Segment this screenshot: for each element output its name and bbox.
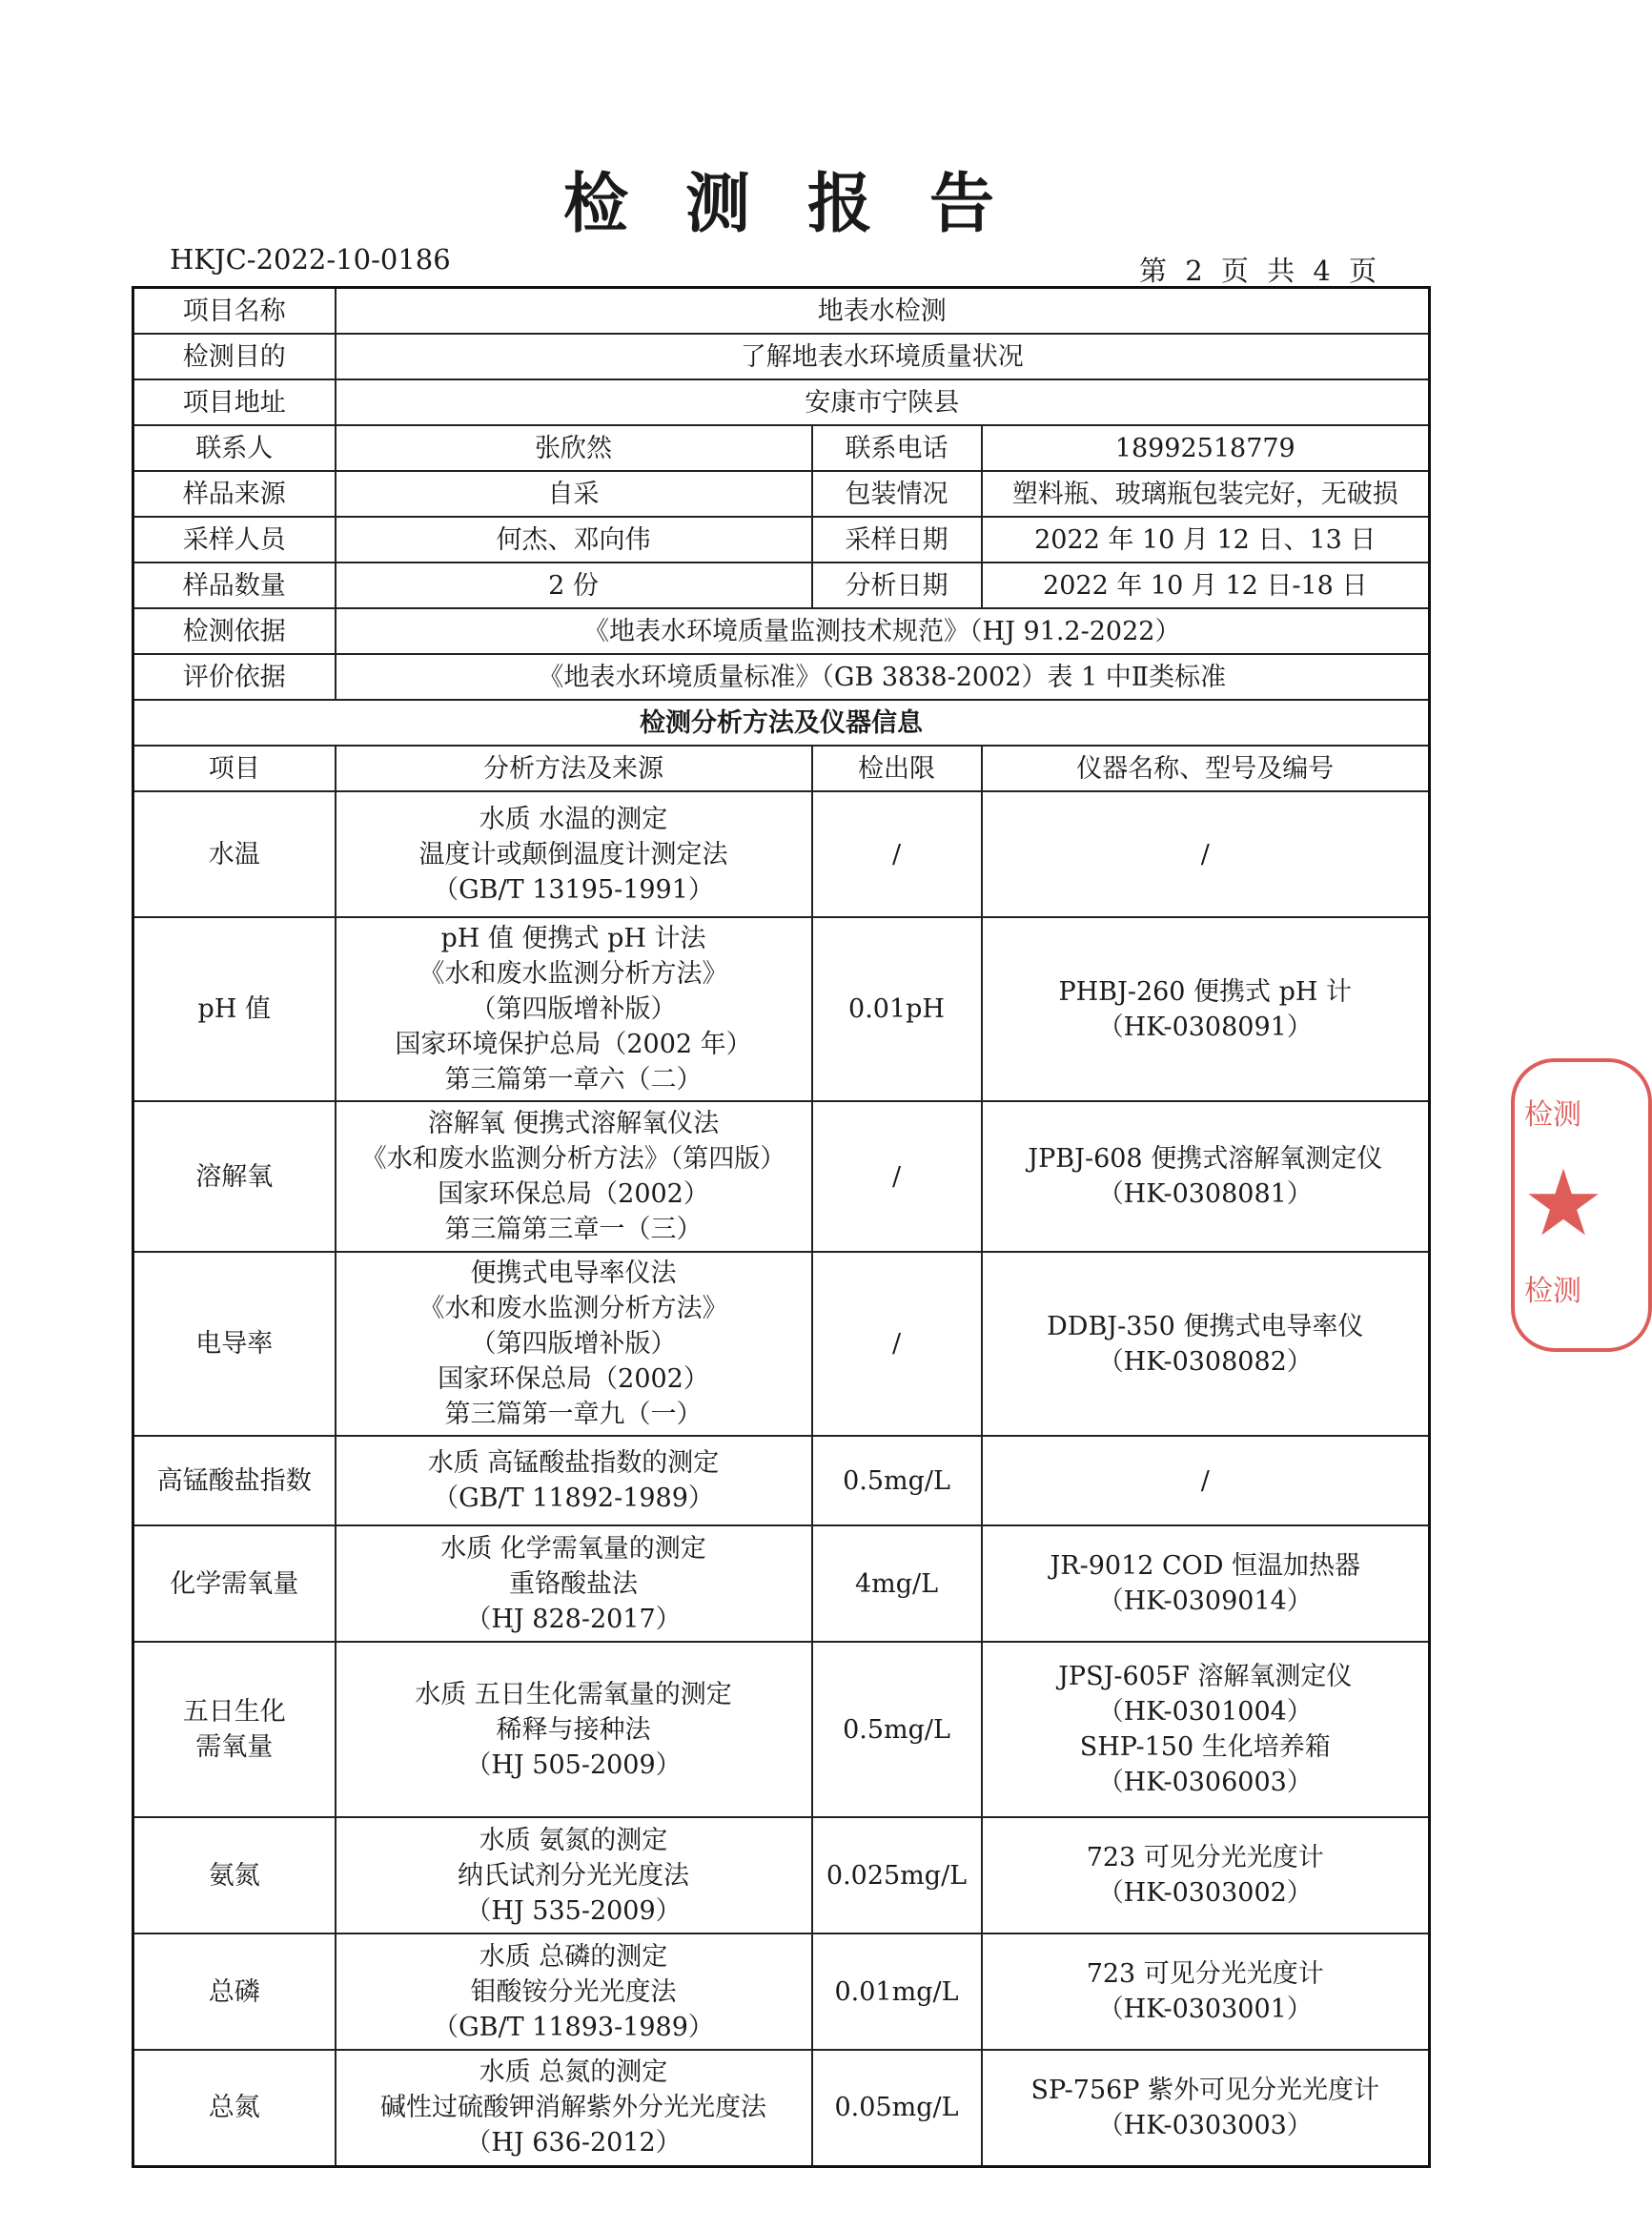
eval-label: 评价依据 bbox=[133, 654, 336, 700]
source-label: 样品来源 bbox=[133, 471, 336, 517]
method-source-cell bbox=[336, 1817, 812, 1933]
method-source-cell bbox=[336, 1252, 812, 1436]
method-instrument-line: DDBJ-350 便携式电导率仪 bbox=[1047, 1311, 1364, 1341]
method-source-line: 国家环保总局（2002） bbox=[438, 1179, 709, 1209]
method-row bbox=[133, 2050, 1430, 2166]
phone-value: 18992518779 bbox=[982, 425, 1430, 471]
header-method: 分析方法及来源 bbox=[336, 746, 812, 791]
header-instrument: 仪器名称、型号及编号 bbox=[982, 746, 1430, 791]
method-source-line: 水质 高锰酸盐指数的测定 bbox=[427, 1448, 720, 1478]
method-source-cell bbox=[336, 1933, 812, 2050]
contact-label: 联系人 bbox=[133, 425, 336, 471]
row-eval bbox=[133, 654, 1430, 700]
section-title: 检测分析方法及仪器信息 bbox=[133, 700, 1430, 746]
method-source-line: 重铬酸盐法 bbox=[509, 1568, 638, 1599]
method-row bbox=[133, 1436, 1430, 1525]
method-instrument-line: （HK-0309014） bbox=[1097, 1586, 1313, 1616]
report-title: 检测报告 bbox=[562, 167, 1051, 242]
source-value: 自采 bbox=[336, 471, 812, 517]
method-source-cell bbox=[336, 1101, 812, 1252]
method-row bbox=[133, 1101, 1430, 1252]
sampling-date-label: 采样日期 bbox=[812, 517, 982, 563]
method-item-line: 总氮 bbox=[208, 2093, 260, 2123]
row-sampler bbox=[133, 517, 1430, 563]
method-item-cell bbox=[133, 1817, 336, 1933]
method-source-line: 水质 水温的测定 bbox=[479, 804, 668, 834]
method-item-line: 高锰酸盐指数 bbox=[156, 1465, 312, 1496]
method-limit-cell: 0.05mg/L bbox=[812, 2050, 982, 2166]
method-item-line: pH 值 bbox=[197, 994, 271, 1024]
basis-label: 检测依据 bbox=[133, 608, 336, 654]
purpose-label: 检测目的 bbox=[133, 334, 336, 379]
method-source-line: 纳氏试剂分光光度法 bbox=[458, 1860, 689, 1891]
method-item-cell bbox=[133, 917, 336, 1101]
method-instrument-line: / bbox=[1200, 1465, 1210, 1496]
method-item-cell bbox=[133, 1436, 336, 1525]
method-row bbox=[133, 791, 1430, 917]
method-instrument-line: 723 可见分光光度计 bbox=[1086, 1843, 1324, 1872]
method-source-cell bbox=[336, 2050, 812, 2166]
quantity-label: 样品数量 bbox=[133, 563, 336, 608]
page-info: 第 2 页 共 4 页 bbox=[1139, 255, 1378, 287]
method-item-cell bbox=[133, 1642, 336, 1817]
method-source-line: （HJ 535-2009） bbox=[465, 1895, 682, 1926]
method-instrument-cell bbox=[982, 1252, 1430, 1436]
analysis-date-value: 2022 年 10 月 12 日-18 日 bbox=[982, 563, 1430, 608]
method-item-line: 水温 bbox=[208, 839, 260, 869]
method-instrument-cell bbox=[982, 1525, 1430, 1642]
project-name-label: 项目名称 bbox=[133, 288, 336, 335]
method-instrument-line: （HK-0303003） bbox=[1097, 2110, 1313, 2140]
method-source-line: 《水和废水监测分析方法》 bbox=[418, 959, 728, 989]
method-item-cell bbox=[133, 1933, 336, 2050]
method-instrument-cell bbox=[982, 1101, 1430, 1252]
method-limit-cell: 0.5mg/L bbox=[812, 1436, 982, 1525]
packing-value: 塑料瓶、玻璃瓶包装完好，无破损 bbox=[982, 471, 1430, 517]
method-rows bbox=[133, 791, 1430, 2166]
row-method-headers bbox=[133, 746, 1430, 791]
method-limit-cell: 0.01mg/L bbox=[812, 1933, 982, 2050]
method-source-line: 水质 氨氮的测定 bbox=[479, 1825, 668, 1855]
method-source-line: 水质 五日生化需氧量的测定 bbox=[415, 1679, 732, 1709]
row-basis bbox=[133, 608, 1430, 654]
method-instrument-line: （HK-0308082） bbox=[1097, 1346, 1313, 1377]
method-instrument-line: （HK-0301004） bbox=[1097, 1697, 1313, 1727]
method-source-line: pH 值 便携式 pH 计法 bbox=[440, 924, 706, 953]
seal-text-top: 检测 bbox=[1524, 1098, 1581, 1132]
project-name-value: 地表水检测 bbox=[336, 288, 1430, 335]
method-source-line: 水质 总氮的测定 bbox=[479, 2057, 668, 2088]
method-instrument-line: （HK-0303001） bbox=[1097, 1995, 1313, 2024]
method-source-line: 溶解氧 便携式溶解氧仪法 bbox=[427, 1109, 720, 1138]
method-instrument-line: SP-756P 紫外可见分光光度计 bbox=[1030, 2075, 1380, 2105]
method-instrument-line: 723 可见分光光度计 bbox=[1086, 1959, 1324, 1989]
report-table-container bbox=[132, 286, 1428, 2168]
method-item-line: 总磷 bbox=[208, 1976, 260, 2007]
method-instrument-cell bbox=[982, 2050, 1430, 2166]
method-source-line: （HJ 505-2009） bbox=[465, 1749, 682, 1780]
sampling-date-value: 2022 年 10 月 12 日、13 日 bbox=[982, 517, 1430, 563]
method-source-line: （GB/T 11893-1989） bbox=[433, 2012, 714, 2042]
report-table bbox=[132, 286, 1431, 2168]
method-row bbox=[133, 1933, 1430, 2050]
address-label: 项目地址 bbox=[133, 379, 336, 425]
header-item: 项目 bbox=[133, 746, 336, 791]
seal-text-bottom: 检测 bbox=[1524, 1275, 1581, 1308]
method-instrument-line: （HK-0308091） bbox=[1097, 1012, 1313, 1042]
method-instrument-line: PHBJ-260 便携式 pH 计 bbox=[1058, 976, 1353, 1007]
method-item-cell bbox=[133, 1252, 336, 1436]
method-instrument-line: （HK-0306003） bbox=[1097, 1768, 1313, 1797]
method-source-line: 便携式电导率仪法 bbox=[470, 1258, 677, 1288]
method-instrument-cell bbox=[982, 1642, 1430, 1817]
method-source-line: 碱性过硫酸钾消解紫外分光光度法 bbox=[380, 2093, 766, 2123]
method-row bbox=[133, 1642, 1430, 1817]
method-instrument-line: JPBJ-608 便携式溶解氧测定仪 bbox=[1028, 1144, 1383, 1174]
row-address bbox=[133, 379, 1430, 425]
method-source-line: 第三篇第一章九（一） bbox=[444, 1400, 703, 1429]
method-source-line: 第三篇第一章六（二） bbox=[444, 1065, 703, 1095]
method-row bbox=[133, 1252, 1430, 1436]
row-project-name bbox=[133, 288, 1430, 335]
method-item-line: 化学需氧量 bbox=[170, 1568, 299, 1599]
method-source-line: 水质 化学需氧量的测定 bbox=[440, 1533, 706, 1564]
method-source-line: （GB/T 13195-1991） bbox=[433, 874, 714, 905]
report-number: HKJC-2022-10-0186 bbox=[170, 243, 451, 276]
method-instrument-line: （HK-0308081） bbox=[1097, 1179, 1313, 1209]
method-row bbox=[133, 1817, 1430, 1933]
method-source-line: 钼酸铵分光光度法 bbox=[470, 1976, 677, 2007]
method-source-line: 水质 总磷的测定 bbox=[479, 1941, 668, 1972]
method-item-cell bbox=[133, 1525, 336, 1642]
address-value: 安康市宁陕县 bbox=[336, 379, 1430, 425]
method-source-line: 第三篇第三章一（三） bbox=[444, 1215, 703, 1244]
method-instrument-line: / bbox=[1200, 839, 1210, 869]
method-item-line: 氨氮 bbox=[208, 1860, 260, 1891]
method-source-line: 稀释与接种法 bbox=[496, 1714, 651, 1745]
basis-value: 《地表水环境质量监测技术规范》（HJ 91.2-2022） bbox=[336, 608, 1430, 654]
method-limit-cell: 4mg/L bbox=[812, 1525, 982, 1642]
method-source-line: （HJ 636-2012） bbox=[465, 2128, 682, 2158]
method-source-line: 《水和废水监测分析方法》（第四版） bbox=[360, 1144, 786, 1174]
seal-stamp bbox=[1511, 1058, 1652, 1352]
method-source-cell bbox=[336, 1525, 812, 1642]
method-instrument-cell bbox=[982, 1817, 1430, 1933]
method-source-cell bbox=[336, 1642, 812, 1817]
row-quantity bbox=[133, 563, 1430, 608]
method-limit-cell: / bbox=[812, 791, 982, 917]
method-source-line: 温度计或颠倒温度计测定法 bbox=[418, 839, 728, 869]
sampler-value: 何杰、邓向伟 bbox=[336, 517, 812, 563]
method-source-line: （HJ 828-2017） bbox=[465, 1604, 682, 1634]
method-source-line: （第四版增补版） bbox=[470, 994, 677, 1024]
method-source-cell bbox=[336, 1436, 812, 1525]
method-instrument-cell bbox=[982, 791, 1430, 917]
method-source-line: 国家环境保护总局（2002 年） bbox=[395, 1030, 752, 1059]
phone-label: 联系电话 bbox=[812, 425, 982, 471]
star-icon: ★ bbox=[1522, 1150, 1605, 1257]
method-limit-cell: 0.025mg/L bbox=[812, 1817, 982, 1933]
method-item-cell bbox=[133, 791, 336, 917]
row-section-title bbox=[133, 700, 1430, 746]
method-item-line: 溶解氧 bbox=[195, 1161, 274, 1192]
row-purpose bbox=[133, 334, 1430, 379]
method-source-line: （GB/T 11892-1989） bbox=[433, 1483, 714, 1513]
method-source-cell bbox=[336, 917, 812, 1101]
method-instrument-cell bbox=[982, 1436, 1430, 1525]
analysis-date-label: 分析日期 bbox=[812, 563, 982, 608]
method-item-cell bbox=[133, 2050, 336, 2166]
method-instrument-line: JR-9012 COD 恒温加热器 bbox=[1050, 1551, 1361, 1581]
method-instrument-cell bbox=[982, 917, 1430, 1101]
method-source-cell bbox=[336, 791, 812, 917]
row-contact bbox=[133, 425, 1430, 471]
eval-value: 《地表水环境质量标准》（GB 3838-2002）表 1 中Ⅱ类标准 bbox=[336, 654, 1430, 700]
quantity-value: 2 份 bbox=[336, 563, 812, 608]
contact-value: 张欣然 bbox=[336, 425, 812, 471]
method-instrument-line: SHP-150 生化培养箱 bbox=[1079, 1732, 1331, 1762]
method-row bbox=[133, 917, 1430, 1101]
sampler-label: 采样人员 bbox=[133, 517, 336, 563]
row-source bbox=[133, 471, 1430, 517]
method-instrument-line: （HK-0303002） bbox=[1097, 1878, 1313, 1908]
method-row bbox=[133, 1525, 1430, 1642]
method-item-line: 需氧量 bbox=[195, 1732, 274, 1762]
method-item-line: 五日生化 bbox=[182, 1697, 286, 1727]
header-limit: 检出限 bbox=[812, 746, 982, 791]
method-limit-cell: 0.01pH bbox=[812, 917, 982, 1101]
packing-label: 包装情况 bbox=[812, 471, 982, 517]
method-limit-cell: / bbox=[812, 1101, 982, 1252]
method-item-line: 电导率 bbox=[195, 1329, 274, 1359]
method-limit-cell: / bbox=[812, 1252, 982, 1436]
method-item-cell bbox=[133, 1101, 336, 1252]
method-instrument-line: JPSJ-605F 溶解氧测定仪 bbox=[1058, 1662, 1353, 1691]
method-source-line: （第四版增补版） bbox=[470, 1329, 677, 1359]
method-source-line: 国家环保总局（2002） bbox=[438, 1364, 709, 1394]
method-limit-cell: 0.5mg/L bbox=[812, 1642, 982, 1817]
purpose-value: 了解地表水环境质量状况 bbox=[336, 334, 1430, 379]
method-instrument-cell bbox=[982, 1933, 1430, 2050]
method-source-line: 《水和废水监测分析方法》 bbox=[418, 1294, 728, 1323]
